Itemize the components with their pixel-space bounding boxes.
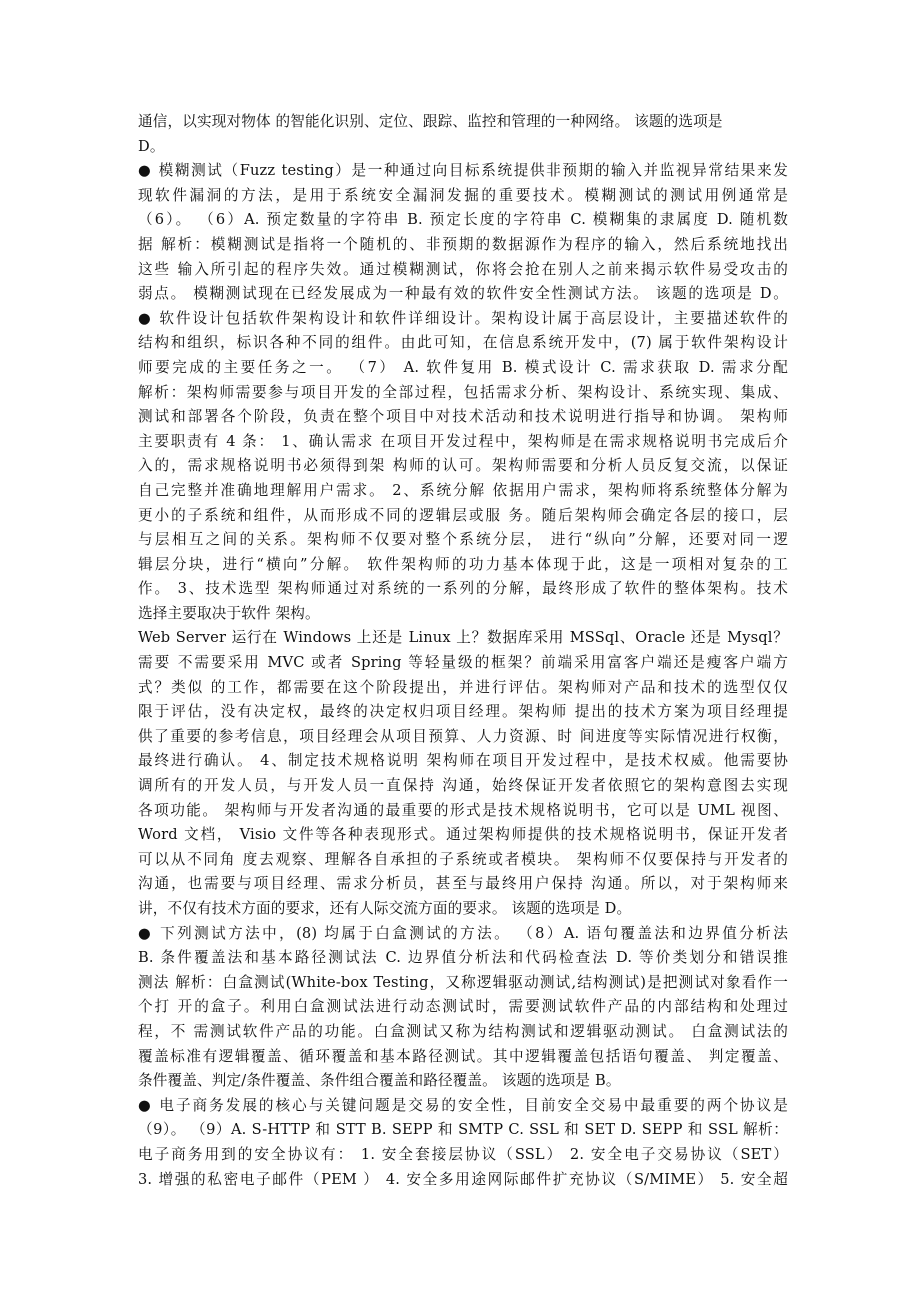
text-line: 解析：架构师需要参与项目开发的全部过程，包括需求分析、架构设计、系统实现、集成、 (138, 383, 788, 401)
text-line: 选择主要取决于软件 架构。 (138, 604, 320, 622)
text-line: Word 文档， Visio 文件等各种表现形式。通过架构师提供的技术规格说明书，保证开发者 (138, 826, 788, 844)
text-line: 弱点。 模糊测试现在已经发展成为一种最有效的软件安全性测试方法。 该题的选项是 D。 (138, 285, 788, 303)
text-line: 电子商务用到的安全协议有： 1. 安全套接层协议（SSL） 2. 安全电子交易协议（SET） (138, 1145, 788, 1163)
text-line: 通信，以实现对物体 的智能化识别、定位、跟踪、监控和管理的一种网络。 该题的选项是 (138, 113, 723, 130)
text-line: （6）。 （6）A. 预定数量的字符串 B. 预定长度的字符串 C. 模糊集的隶属度 D. 随机数 (138, 211, 788, 229)
text-line: （9）。 （9）A. S-HTTP 和 STT B. SEPP 和 SMTP C. SSL 和 SET D. SEPP 和 SSL 解析： (138, 1121, 788, 1139)
text-line: 作。 3、技术选型 架构师通过对系统的一系列的分解，最终形成了软件的整体架构。技术 (138, 580, 788, 598)
text-line: 程，不 需测试软件产品的功能。白盒测试又称为结构测试和逻辑驱动测试。 白盒测试法的 (138, 1022, 788, 1040)
text-line: 最终进行确认。 4、制定技术规格说明 架构师在项目开发过程中，是技术权威。他需要协 (138, 752, 788, 770)
text-line: ● 软件设计包括软件架构设计和软件详细设计。架构设计属于高层设计，主要描述软件的 (138, 309, 788, 327)
text-line: 限于评估，没有决定权，最终的决定权归项目经理。架构师 提出的技术方案为项目经理提 (138, 703, 788, 721)
text-line: 测法 解析：白盒测试(White-box Testing，又称逻辑驱动测试,结构测试)是把测试对象看作一 (138, 973, 788, 991)
text-line: 更小的子系统和组件，从而形成不同的逻辑层或服 务。随后架构师会确定各层的接口，层 (138, 506, 788, 524)
text-line: 结构和组织，标识各种不同的组件。由此可知，在信息系统开发中，(7) 属于软件架构设计 (138, 334, 788, 352)
text-line: 供了重要的参考信息，项目经理会从项目预算、人力资源、时 间进度等实际情况进行权衡， (138, 727, 788, 745)
text-line: 据 解析：模糊测试是指将一个随机的、非预期的数据源作为程序的输入，然后系统地找出 (138, 235, 788, 253)
text-line: 沟通，也需要与项目经理、需求分析员，甚至与最终用户保持 沟通。所以，对于架构师来 (138, 875, 788, 893)
text-line: 可以从不同角 度去观察、理解各自承担的子系统或者模块。 架构师不仅要保持与开发者的 (138, 850, 788, 868)
text-line: 3. 增强的私密电子邮件（PEM ） 4. 安全多用途网际邮件扩充协议（S/MIME） 5. 安全超 (138, 1170, 788, 1188)
text-line: 入的，需求规格说明书必须得到架 构师的认可。架构师需要和分析人员反复交流，以保证 (138, 457, 788, 475)
text-line: 这些 输入所引起的程序失效。通过模糊测试，你将会抢在别人之前来揭示软件易受攻击的 (138, 260, 788, 278)
text-line: 自己完整并准确地理解用户需求。 2、系统分解 依据用户需求，架构师将系统整体分解为 (138, 481, 788, 499)
text-line: 条件覆盖、判定/条件覆盖、条件组合覆盖和路径覆盖。 该题的选项是 B。 (138, 1072, 621, 1090)
text-line: D。 (138, 137, 165, 155)
text-line: 需要 不需要采用 MVC 或者 Spring 等轻量级的框架？前端采用富客户端还是瘦客户端方 (138, 654, 788, 672)
text-line: 讲，不仅有技术方面的要求，还有人际交流方面的要求。 该题的选项是 D。 (138, 900, 632, 917)
text-line: 现软件漏洞的方法，是用于系统安全漏洞发掘的重要技术。模糊测试的测试用例通常是 (138, 186, 788, 204)
text-line: ● 下列测试方法中，(8) 均属于白盒测试的方法。 （8）A. 语句覆盖法和边界值分析法 (138, 924, 788, 942)
text-line: ● 电子商务发展的核心与关键问题是交易的安全性，目前安全交易中最重要的两个协议是 (138, 1096, 788, 1114)
text-line: 师要完成的主要任务之一。 （7） A. 软件复用 B. 模式设计 C. 需求获取 D. 需求分配 (138, 358, 788, 376)
text-line: 各项功能。 架构师与开发者沟通的最重要的形式是技术规格说明书，它可以是 UML 视图、 (138, 801, 788, 819)
text-line: 式？类似 的工作，都需要在这个阶段提出，并进行评估。架构师对产品和技术的选型仅仅 (138, 678, 788, 696)
text-line: B. 条件覆盖法和基本路径测试法 C. 边界值分析法和代码检查法 D. 等价类划分和错误推 (138, 949, 788, 967)
text-line: 覆盖标准有逻辑覆盖、循环覆盖和基本路径测试。其中逻辑覆盖包括语句覆盖、 判定覆盖、 (138, 1047, 788, 1065)
text-line: ● 模糊测试（Fuzz testing）是一种通过向目标系统提供非预期的输入并监视异常结果来发 (138, 162, 788, 180)
text-line: 测试和部署各个阶段，负责在整个项目中对技术活动和技术说明进行指导和协调。 架构师 (138, 408, 788, 426)
document-body (138, 110, 788, 1192)
text-line: 调所有的开发人员，与开发人员一直保持 沟通，始终保证开发者依照它的架构意图去实现 (138, 777, 788, 795)
text-line: Web Server 运行在 Windows 上还是 Linux 上？数据库采用 MSSql、Oracle 还是 Mysql？ (138, 629, 788, 647)
text-line: 主要职责有 4 条： 1、确认需求 在项目开发过程中，架构师是在需求规格说明书完成后介 (138, 432, 788, 450)
text-line: 个打 开的盒子。利用白盒测试法进行动态测试时，需要测试软件产品的内部结构和处理过 (138, 998, 788, 1016)
text-line: 辑层分块，进行“横向”分解。 软件架构师的功力基本体现于此，这是一项相对复杂的工 (138, 555, 788, 573)
text-line: 与层相互之间的关系。架构师不仅要对整个系统分层， 进行“纵向”分解，还要对同一逻 (138, 531, 788, 549)
